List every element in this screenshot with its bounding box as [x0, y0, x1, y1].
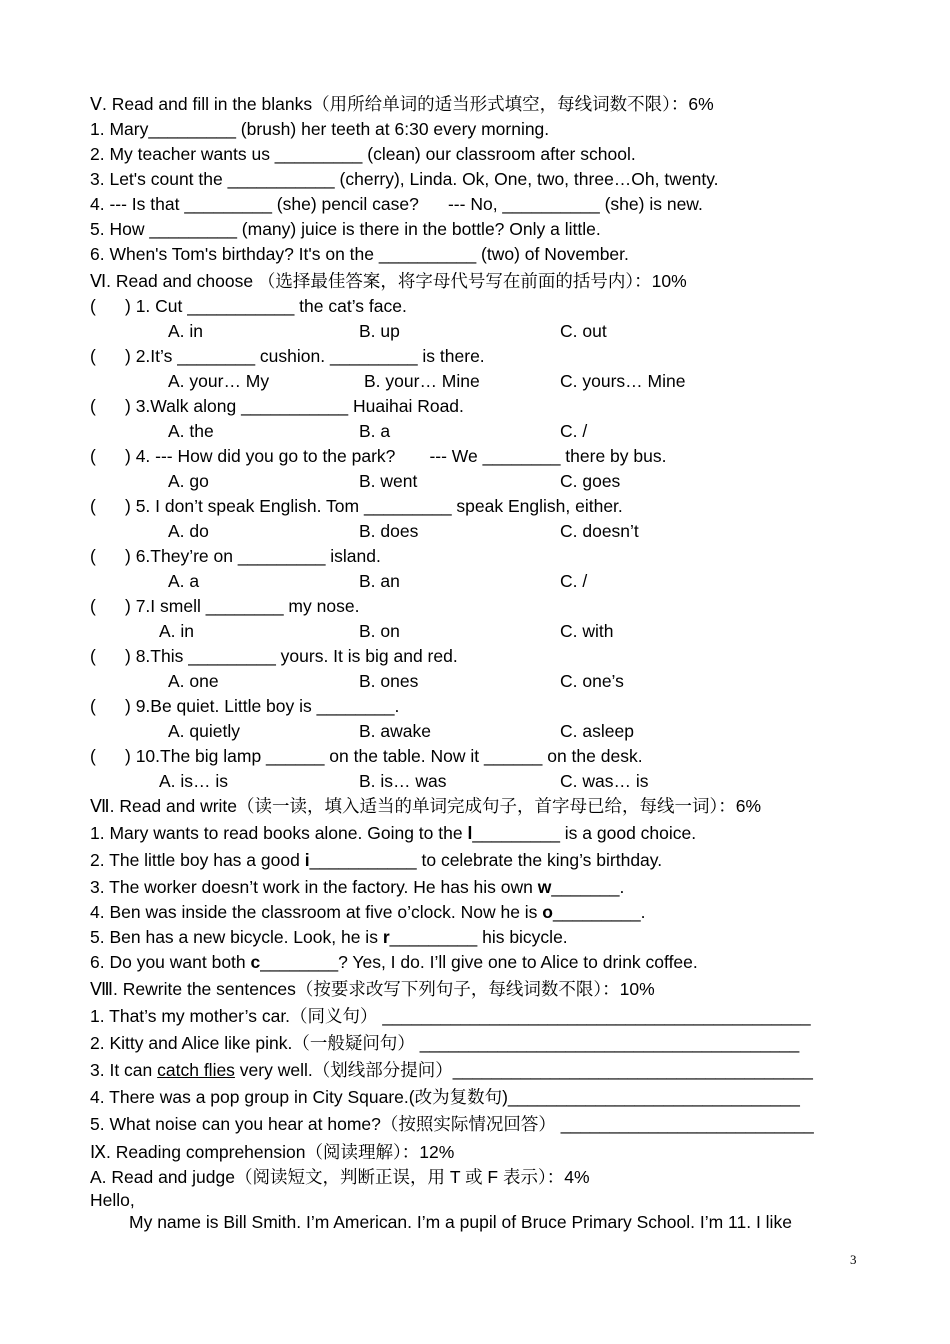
option-a: A. in	[159, 621, 195, 641]
choice-question-stem: ( ) 4. --- How did you go to the park? --- We ________ there by bus.	[90, 446, 667, 466]
choice-question-stem: ( ) 3.Walk along ___________ Huaihai Road.	[90, 396, 464, 416]
option-c: C. asleep	[560, 721, 634, 741]
option-a: A. quietly	[168, 721, 240, 741]
option-c: C. one’s	[560, 671, 624, 691]
choice-question-stem: ( ) 1. Cut ___________ the cat’s face.	[90, 296, 407, 316]
option-c: C. goes	[560, 471, 621, 491]
option-c: C. yours… Mine	[560, 371, 686, 391]
option-a: A. one	[168, 671, 219, 691]
fill-blank-item: 5. How _________ (many) juice is there in the bottle? Only a little.	[90, 219, 601, 239]
item-text: 3. It can	[90, 1060, 158, 1080]
item-text: very well.（划线部分提问）_____________________________________	[234, 1060, 813, 1080]
item-text: 1. Mary wants to read books alone. Going to the	[90, 823, 468, 843]
item-text: ________? Yes, I do. I’ll give one to Alice to drink coffee.	[260, 952, 698, 972]
option-c: C. /	[560, 421, 588, 441]
option-b: B. ones	[359, 671, 419, 691]
initial-letter: r	[382, 927, 390, 947]
option-a: A. is… is	[159, 771, 229, 791]
option-c: C. with	[560, 621, 614, 641]
choice-question-stem: ( ) 9.Be quiet. Little boy is ________.	[90, 696, 400, 716]
rewrite-item: 5. What noise can you hear at home?（按照实际情况回答） __________________________	[90, 1114, 814, 1134]
rewrite-item	[90, 1059, 813, 1081]
fill-blank-item: 6. When's Tom's birthday? It's on the __________ (two) of November.	[90, 244, 629, 264]
option-a: A. do	[168, 521, 209, 541]
option-b: B. on	[359, 621, 400, 641]
initial-letter: o	[542, 902, 553, 922]
option-b: B. an	[359, 571, 400, 591]
fill-blank-item: 4. --- Is that _________ (she) pencil case? --- No, __________ (she) is new.	[90, 194, 703, 214]
choice-question-stem: ( ) 8.This _________ yours. It is big and red.	[90, 646, 458, 666]
initial-letter: c	[250, 952, 261, 972]
subsection-a-title: A. Read and judge（阅读短文，判断正误，用 T 或 F 表示）：4%	[90, 1167, 590, 1187]
option-a: A. your… My	[168, 371, 270, 391]
page-number: 3	[850, 1252, 857, 1267]
initial-letter: l	[467, 823, 473, 843]
option-a: A. a	[168, 571, 200, 591]
choice-question-stem: ( ) 2.It’s ________ cushion. _________ is there.	[90, 346, 485, 366]
read-write-item	[90, 901, 645, 923]
option-a: A. go	[168, 471, 209, 491]
rewrite-item: 4. There was a pop group in City Square.(改为复数句)______________________________	[90, 1087, 800, 1107]
initial-letter: w	[537, 877, 552, 897]
read-write-item	[90, 876, 624, 898]
option-c: C. out	[560, 321, 607, 341]
read-write-item	[90, 926, 568, 948]
read-write-item	[90, 849, 662, 871]
read-write-item	[90, 822, 696, 844]
option-b: B. your… Mine	[364, 371, 480, 391]
item-text: _________ his bicycle.	[389, 927, 568, 947]
item-text: 2. The little boy has a good	[90, 850, 305, 870]
section-7-title: Ⅶ. Read and write（读一读，填入适当的单词完成句子，首字母已给，每线一词）：6%	[90, 796, 762, 816]
choice-question-stem: ( ) 10.The big lamp ______ on the table. Now it ______ on the desk.	[90, 746, 643, 766]
option-b: B. a	[359, 421, 391, 441]
item-text: 4. Ben was inside the classroom at five o’clock. Now he is	[90, 902, 543, 922]
fill-blank-item: 1. Mary_________ (brush) her teeth at 6:30 every morning.	[90, 119, 550, 139]
option-b: B. went	[359, 471, 418, 491]
option-b: B. awake	[359, 721, 431, 741]
choice-question-stem: ( ) 5. I don’t speak English. Tom _________ speak English, either.	[90, 496, 623, 516]
item-text: 3. The worker doesn’t work in the factory. He has his own	[90, 877, 538, 897]
rewrite-item: 1. That’s my mother’s car.（同义句） ____________________________________________	[90, 1006, 811, 1026]
item-text: 5. Ben has a new bicycle. Look, he is	[90, 927, 383, 947]
section-9-title: Ⅸ. Reading comprehension（阅读理解）：12%	[90, 1142, 455, 1162]
reading-paragraph: My name is Bill Smith. I’m American. I’m a pupil of Bruce Primary School. I’m 11. I like	[129, 1212, 792, 1232]
section-8-title: Ⅷ. Rewrite the sentences（按要求改写下列句子，每线词数不限）：10%	[90, 979, 655, 999]
choice-question-stem: ( ) 7.I smell ________ my nose.	[90, 596, 360, 616]
item-text: _________.	[553, 902, 646, 922]
section-6-title: Ⅵ. Read and choose （选择最佳答案，将字母代号写在前面的括号内）：10%	[90, 271, 687, 291]
item-text: _________ is a good choice.	[472, 823, 697, 843]
initial-letter: i	[304, 850, 310, 870]
option-c: C. /	[560, 571, 588, 591]
underlined-phrase: catch flies	[157, 1060, 235, 1080]
option-b: B. does	[359, 521, 419, 541]
option-a: A. in	[168, 321, 204, 341]
item-text: _______.	[551, 877, 625, 897]
option-c: C. was… is	[560, 771, 649, 791]
read-write-item	[90, 951, 698, 973]
option-c: C. doesn’t	[560, 521, 639, 541]
letter-greeting: Hello,	[90, 1190, 135, 1210]
option-b: B. up	[359, 321, 400, 341]
item-text: 6. Do you want both	[90, 952, 251, 972]
rewrite-item: 2. Kitty and Alice like pink.（一般疑问句） _______________________________________	[90, 1033, 800, 1053]
fill-blank-item: 3. Let's count the ___________ (cherry), Linda. Ok, One, two, three…Oh, twenty.	[90, 169, 719, 189]
option-a: A. the	[168, 421, 214, 441]
fill-blank-item: 2. My teacher wants us _________ (clean) our classroom after school.	[90, 144, 636, 164]
item-text: ___________ to celebrate the king’s birthday.	[309, 850, 663, 870]
section-5-title: Ⅴ. Read and fill in the blanks（用所给单词的适当形式填空，每线词数不限）：6%	[90, 94, 714, 114]
choice-question-stem: ( ) 6.They’re on _________ island.	[90, 546, 381, 566]
option-b: B. is… was	[359, 771, 447, 791]
